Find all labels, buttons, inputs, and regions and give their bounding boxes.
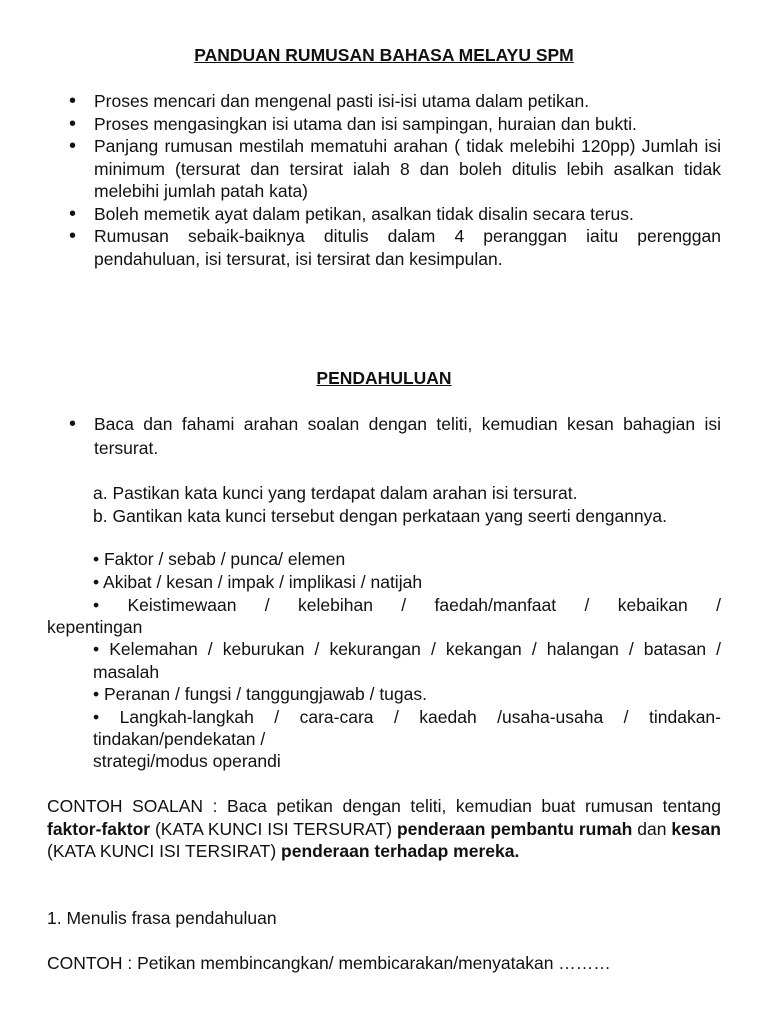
contoh-soalan-bold-2: penderaan pembantu rumah xyxy=(396,818,633,839)
contoh-soalan-bold-4: penderaan terhadap mereka. xyxy=(281,841,520,861)
contoh-soalan-text-4: (KATA KUNCI ISI TERSIRAT) xyxy=(47,841,282,861)
intro-bullet-4: • Boleh memetik ayat dalam petikan, asalkan tidak disalin secara terus. xyxy=(0,203,768,226)
pendahuluan-bullet-list xyxy=(0,412,768,460)
keyword-line-6-end: strategi/modus operandi xyxy=(93,751,281,771)
keyword-line-5: • Peranan / fungsi / tanggungjawab / tugas. xyxy=(93,684,427,704)
intro-bullet-3: • Panjang rumusan mestilah mematuhi arahan ( tidak melebihi 120pp) Jumlah isi minimum (tersurat dan tersirat ialah 8 dan boleh ditulis lebih asalkan tidak melebihi jumlah patah kata) xyxy=(0,135,768,203)
keyword-line-4: • Kelemahan / keburukan / kekurangan / kekangan / halangan / batasan / masalah xyxy=(93,639,721,682)
keyword-line-1: • Faktor / sebab / punca/ elemen xyxy=(93,549,346,569)
step-b: b. Gantikan kata kunci tersebut dengan perkataan yang seerti dengannya. xyxy=(93,505,668,526)
keyword-line-2: • Akibat / kesan / impak / implikasi / natijah xyxy=(93,572,423,592)
contoh-soalan-paragraph xyxy=(47,795,721,863)
intro-bullet-list xyxy=(0,90,768,270)
contoh-soalan-text-1: CONTOH SOALAN : Baca petikan dengan teliti, kemudian buat rumusan tentang xyxy=(47,796,721,816)
contoh-line: CONTOH : Petikan membincangkan/ membicarakan/menyatakan ……… xyxy=(47,953,611,973)
document-title: PANDUAN RUMUSAN BAHASA MELAYU SPM xyxy=(194,45,574,65)
contoh-soalan-text-3: dan xyxy=(632,818,672,839)
step-1-line: 1. Menulis frasa pendahuluan xyxy=(47,908,277,928)
keyword-line-6-cont: tindakan/pendekatan / xyxy=(93,729,266,749)
pendahuluan-bullet: • Baca dan fahami arahan soalan dengan teliti, kemudian kesan bahagian isi tersurat. xyxy=(0,412,768,460)
keyword-line-3: • Keistimewaan / kelebihan / faedah/manfaat / kebaikan / xyxy=(93,595,721,615)
contoh-soalan-text-2: (KATA KUNCI ISI TERSURAT) xyxy=(150,818,397,839)
contoh-soalan-bold-1: faktor-faktor xyxy=(47,818,151,839)
steps-block xyxy=(93,482,721,527)
keyword-line-3-cont: kepentingan xyxy=(47,617,143,637)
intro-bullet-1: • Proses mencari dan mengenal pasti isi-isi utama dalam petikan. xyxy=(0,90,768,113)
keyword-line-6: • Langkah-langkah / cara-cara / kaedah /usaha-usaha / tindakan- xyxy=(93,707,721,727)
intro-bullet-5: • Rumusan sebaik-baiknya ditulis dalam 4 peranggan iaitu perenggan pendahuluan, isi tersurat, isi tersirat dan kesimpulan. xyxy=(0,225,768,270)
section-heading-pendahuluan: PENDAHULUAN xyxy=(316,368,452,388)
intro-bullet-2: • Proses mengasingkan isi utama dan isi sampingan, huraian dan bukti. xyxy=(0,113,768,136)
contoh-soalan-bold-3: kesan xyxy=(671,818,721,839)
step-a: a. Pastikan kata kunci yang terdapat dalam arahan isi tersurat. xyxy=(93,483,578,503)
